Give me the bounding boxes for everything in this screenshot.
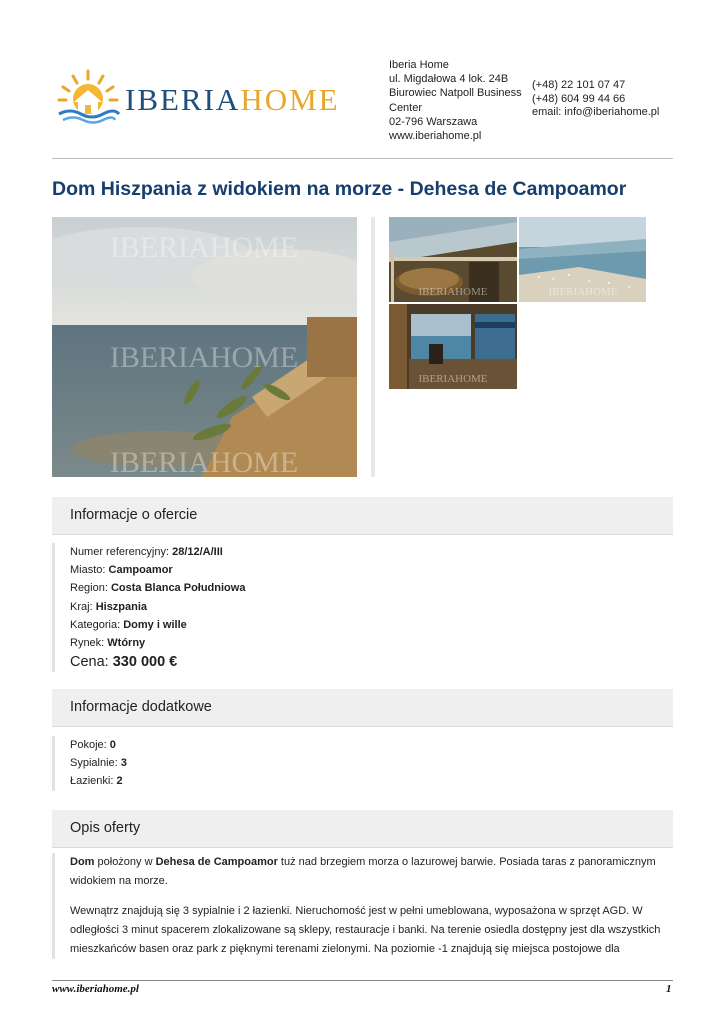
offer-details [52, 543, 245, 672]
section-title-extra: Informacje dodatkowe [70, 699, 212, 715]
field-country: Kraj: Hiszpania [70, 600, 148, 613]
description-paragraph-1: Dom położony w Dehesa de Campoamor tuż nad brzegiem morza o lazurowej barwie. Posiada taras z panoramicznym widokiem na morze. [70, 856, 656, 887]
description-body [52, 853, 670, 959]
field-region: Region: Costa Blanca Południowa [70, 582, 246, 595]
section-title-description: Opis oferty [70, 820, 141, 836]
thumbnail-3[interactable] [389, 304, 517, 389]
logo-text-home: HOME [240, 82, 340, 117]
company-name: Iberia Home [389, 59, 449, 71]
field-market: Rynek: Wtórny [70, 637, 146, 650]
phone-1[interactable]: (+48) 22 101 07 47 [532, 79, 626, 91]
field-city: Miasto: Campoamor [70, 564, 173, 577]
thumb-2-watermark: IBERIAHOME [548, 286, 618, 298]
email[interactable]: email: info@iberiahome.pl [532, 106, 660, 118]
logo-text-iberia: IBERIA [125, 82, 241, 117]
sun-house-logo-icon [55, 68, 121, 124]
logo-wordmark [125, 82, 340, 118]
company-address [389, 58, 529, 143]
section-header-extra [52, 689, 673, 727]
page-title: Dom Hiszpania z widokiem na morze - Dehesa de Campoamor [52, 178, 627, 200]
price: Cena: 330 000 € [70, 654, 178, 671]
field-category: Kategoria: Domy i wille [70, 618, 187, 631]
section-title-offer: Informacje o ofercie [70, 507, 198, 523]
company-contact [532, 79, 659, 120]
thumbnail-2[interactable] [519, 217, 646, 302]
thumb-1-watermark: IBERIAHOME [418, 286, 488, 298]
section-header-offer [52, 497, 673, 535]
phone-2[interactable]: (+48) 604 99 44 66 [532, 92, 626, 105]
company-city: 02-796 Warszawa [389, 115, 478, 128]
photo-watermark-2: IBERIAHOME [109, 341, 299, 374]
company-street: ul. Migdałowa 4 lok. 24B [389, 73, 509, 86]
thumbnail-1[interactable] [389, 217, 517, 302]
photo-watermark-3: IBERIAHOME [109, 446, 299, 477]
field-rooms: Pokoje: 0 [70, 739, 116, 751]
footer-divider [52, 980, 673, 981]
page-number: 1 [666, 983, 672, 995]
field-bedrooms: Sypialnie: 3 [70, 757, 127, 770]
photo-watermark-1: IBERIAHOME [109, 231, 299, 264]
description-paragraph-2: Wewnątrz znajdują się 3 sypialnie i 2 łazienki. Nieruchomość jest w pełni umeblowana, wyposażona w sprzęt AGD. W odległości 3 minut spacerem zlokalizowane są sklepy, restauracje i banki. Na terenie osiedla dostępny jest dla wszystkich mieszkańców basen oraz park z pięknymi terenami zielonymi. Na poziomie -1 znajdują się miejsca postojowe dla [70, 905, 661, 955]
company-logo [55, 68, 355, 124]
extra-details [52, 736, 127, 791]
thumb-3-watermark: IBERIAHOME [418, 373, 488, 385]
main-photo[interactable] [52, 217, 357, 477]
field-bathrooms: Łazienki: 2 [70, 775, 123, 788]
photo-divider [371, 217, 375, 477]
header-divider [52, 158, 673, 159]
field-reference: Numer referencyjny: 28/12/A/III [70, 546, 223, 558]
company-website[interactable]: www.iberiahome.pl [389, 130, 482, 143]
section-header-description [52, 810, 673, 848]
company-building: Biurowiec Natpoll Business Center [389, 87, 522, 114]
footer-url[interactable]: www.iberiahome.pl [52, 983, 139, 995]
